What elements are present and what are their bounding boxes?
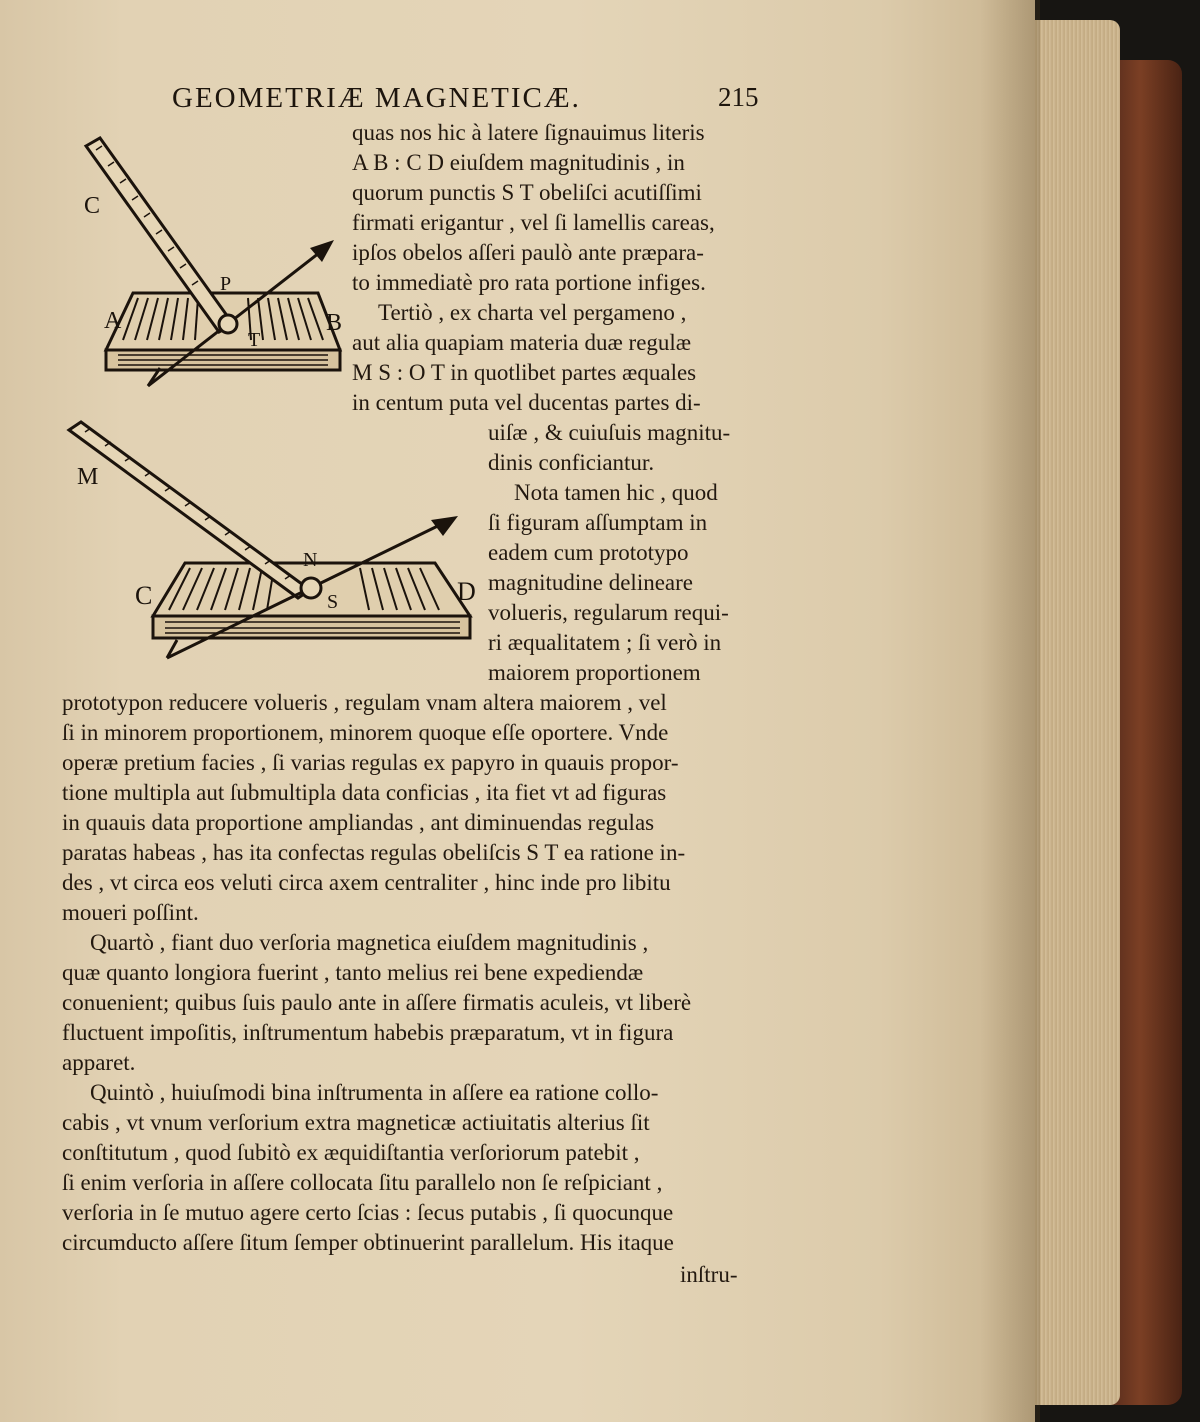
text-line: ſi in minorem proportionem, minorem quoque eſſe oportere. Vnde [62, 720, 669, 745]
text-line: Quintò , huiuſmodi bina inſtrumenta in aſſere ea ratione collo- [90, 1080, 659, 1105]
figure-top-label-t: T [248, 329, 261, 351]
text-line: quas nos hic à latere ſignauimus literis [352, 120, 705, 145]
text-line: paratas habeas , has ita confectas regulas obeliſcis S T ea ratione in- [62, 840, 686, 865]
text-line: quorum punctis S T obeliſci acutiſſimi [352, 180, 702, 205]
text-line: prototypon reducere volueris , regulam vnam altera maiorem , vel [62, 690, 667, 715]
figure-top-label-a: A [104, 308, 122, 334]
text-line: apparet. [62, 1050, 136, 1075]
text-line: operæ pretium facies , ſi varias regulas ex papyro in quauis propor- [62, 750, 679, 775]
text-line: M S : O T in quotlibet partes æquales [352, 360, 697, 385]
text-line: conuenient; quibus ſuis paulo ante in aſſere firmatis aculeis, vt liberè [62, 990, 692, 1015]
text-line: moueri poſſint. [62, 900, 199, 925]
text-line: ſi figuram aſſumptam in [488, 510, 708, 535]
text-line: in quauis data proportione ampliandas , ant diminuendas regulas [62, 810, 655, 835]
figure-top-instrument [78, 128, 358, 398]
text-line: to immediatè pro rata portione infiges. [352, 270, 706, 295]
text-line: in centum puta vel ducentas partes di- [352, 390, 701, 415]
figure-bottom-label-s: S [327, 591, 339, 613]
text-line: uiſæ , & cuiuſuis magnitu- [488, 420, 731, 445]
page-shadow [980, 0, 1040, 1422]
text-line: aut alia quapiam materia duæ regulæ [352, 330, 692, 355]
text-line: inſtru- [680, 1262, 738, 1287]
figure-bottom-label-n: N [303, 549, 318, 571]
text-line: fluctuent impoſitis, inſtrumentum habebis præparatum, vt in figura [62, 1020, 674, 1045]
figure-bottom-label-d: D [457, 577, 476, 606]
figure-top-label-p: P [220, 273, 232, 295]
figure-bottom-label-c: C [135, 581, 153, 610]
text-line: volueris, regularum requi- [488, 600, 729, 625]
text-line: conſtitutum , quod ſubitò ex æquidiſtantia verſoriorum patebit , [62, 1140, 640, 1165]
page-number: 215 [718, 82, 759, 112]
figure-bottom-board [153, 563, 470, 638]
text-line: quæ quanto longiora fuerint , tanto melius rei bene expediendæ [62, 960, 644, 985]
text-line: Nota tamen hic , quod [514, 480, 718, 505]
text-line: ſi enim verſoria in aſſere collocata ſitu parallelo non ſe reſpiciant , [62, 1170, 663, 1195]
text-line: A B : C D eiuſdem magnitudinis , in [352, 150, 685, 175]
text-line: circumducto aſſere ſitum ſemper obtinuerint parallelum. His itaque [62, 1230, 674, 1255]
book-cover-edge [1112, 60, 1182, 1405]
text-line: Tertiò , ex charta vel pergameno , [378, 300, 687, 325]
text-line: des , vt circa eos veluti circa axem centraliter , hinc inde pro libitu [62, 870, 671, 895]
figure-top-label-c: C [84, 193, 101, 219]
text-line: firmati erigantur , vel ſi lamellis careas, [352, 210, 715, 235]
text-line: magnitudine delineare [488, 570, 694, 595]
text-line: tione multipla aut ſubmultipla data conficias , ita fiet vt ad figuras [62, 780, 667, 805]
text-line: ipſos obelos aſſeri paulò ante præpara- [352, 240, 704, 265]
text-line: cabis , vt vnum verſorium extra magneticæ actiuitatis alterius ſit [62, 1110, 650, 1135]
text-line: maiorem proportionem [488, 660, 701, 685]
figure-top-label-b: B [326, 310, 343, 336]
figure-bottom-instrument [65, 418, 490, 668]
running-head: GEOMETRIÆ MAGNETICÆ. [172, 82, 581, 114]
figure-bottom-label-m: M [77, 464, 99, 490]
text-line: ri æqualitatem ; ſi verò in [488, 630, 722, 655]
text-line: verſoria in ſe mutuo agere certo ſcias : ſecus putabis , ſi quocunque [62, 1200, 674, 1225]
text-line: eadem cum prototypo [488, 540, 689, 565]
text-line: Quartò , fiant duo verſoria magnetica eiuſdem magnitudinis , [90, 930, 649, 955]
text-line: dinis conficiantur. [488, 450, 655, 475]
